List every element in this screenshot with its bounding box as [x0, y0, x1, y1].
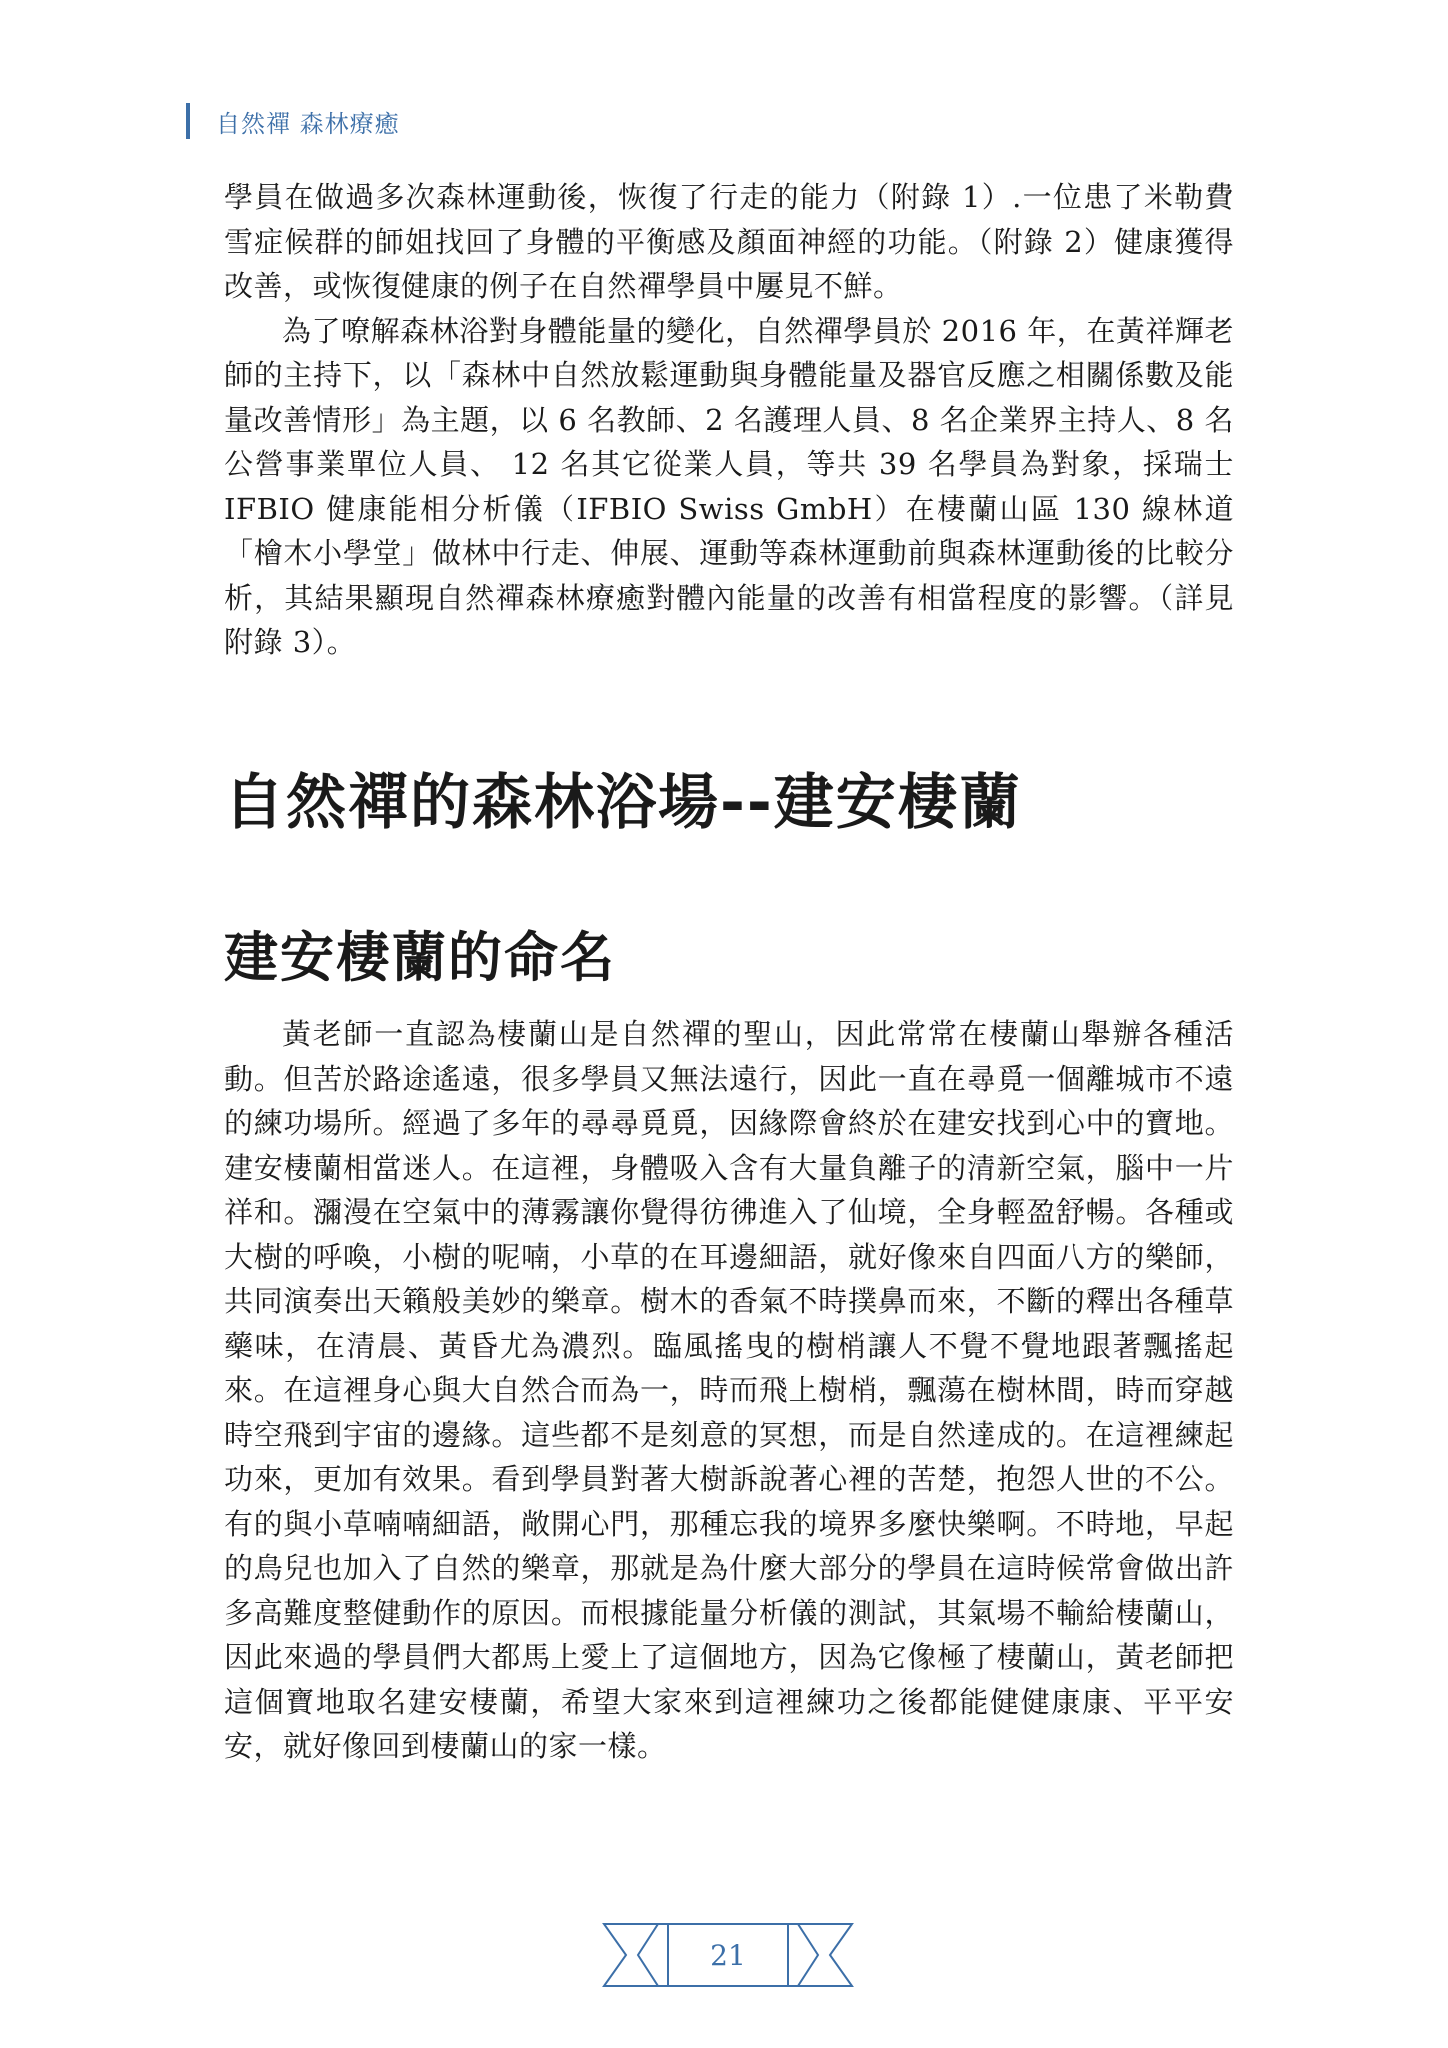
- intro-paragraph-2: 為了嘹解森林浴對身體能量的變化，自然禪學員於 2016 年，在黃祥輝老師的主持下，以「森林中自然放鬆運動與身體能量及器官反應之相關係數及能量改善情形」為主題，以 6 名教師、2 名護理人員、8 名企業界主持人、8 名公營事業單位人員、 12 名其它從業人員，等共 39 名學員為對象，採瑞士 IFBIO 健康能相分析儀（IFBIO Swiss GmbH）在棲蘭山區 130 線林道「檜木小學堂」做林中行走、伸展、運動等森林運動前與森林運動後的比較分析，其結果顯現自然禪森林療癒對體內能量的改善有相當程度的影響。（詳見附錄 3）。: [224, 313, 1234, 659]
- running-title: 自然禪 森林療癒: [216, 109, 400, 138]
- section-subtitle: 建安棲蘭的命名: [224, 926, 616, 989]
- header-accent-bar: [186, 103, 190, 139]
- page-number: 21: [710, 1938, 746, 1972]
- page-number-badge: [598, 1920, 858, 1990]
- naming-paragraph: 黃老師一直認為棲蘭山是自然禪的聖山，因此常常在棲蘭山舉辦各種活動。但苦於路途遙遠，很多學員又無法遠行，因此一直在尋覓一個離城市不遠的練功場所。經過了多年的尋尋覓覓，因緣際會終於在建安找到心中的寶地。建安棲蘭相當迷人。在這裡，身體吸入含有大量負離子的清新空氣，腦中一片祥和。瀰漫在空氣中的薄霧讓你覺得彷彿進入了仙境，全身輕盈舒暢。各種或大樹的呼喚，小樹的呢喃，小草的在耳邊細語，就好像來自四面八方的樂師，共同演奏出天籟般美妙的樂章。樹木的香氣不時撲鼻而來，不斷的釋出各種草藥味，在清晨、黃昏尤為濃烈。臨風搖曳的樹梢讓人不覺不覺地跟著飄搖起來。在這裡身心與大自然合而為一，時而飛上樹梢，飄蕩在樹林間，時而穿越時空飛到宇宙的邊緣。這些都不是刻意的冥想，而是自然達成的。在這裡練起功來，更加有效果。看到學員對著大樹訴說著心裡的苦楚，抱怨人世的不公。有的與小草喃喃細語，敞開心門，那種忘我的境界多麼快樂啊。不時地，早起的鳥兒也加入了自然的樂章，那就是為什麼大部分的學員在這時候常會做出許多高難度整健動作的原因。而根據能量分析儀的測試，其氣場不輸給棲蘭山，因此來過的學員們大都馬上愛上了這個地方，因為它像極了棲蘭山，黃老師把這個寶地取名建安棲蘭，希望大家來到這裡練功之後都能健健康康、平平安安，就好像回到棲蘭山的家一樣。: [224, 1017, 1234, 1763]
- naming-text: [224, 1012, 1234, 1769]
- intro-paragraph-1: 學員在做過多次森林運動後，恢復了行走的能力（附錄 1）.一位患了米勒費雪症候群的師姐找回了身體的平衡感及顏面神經的功能。（附錄 2）健康獲得改善，或恢復健康的例子在自然禪學員中屢見不鮮。: [224, 180, 1234, 303]
- running-header: [186, 103, 400, 139]
- section-title: 自然禪的森林浴場--建安棲蘭: [224, 768, 1022, 838]
- intro-text: [224, 175, 1234, 665]
